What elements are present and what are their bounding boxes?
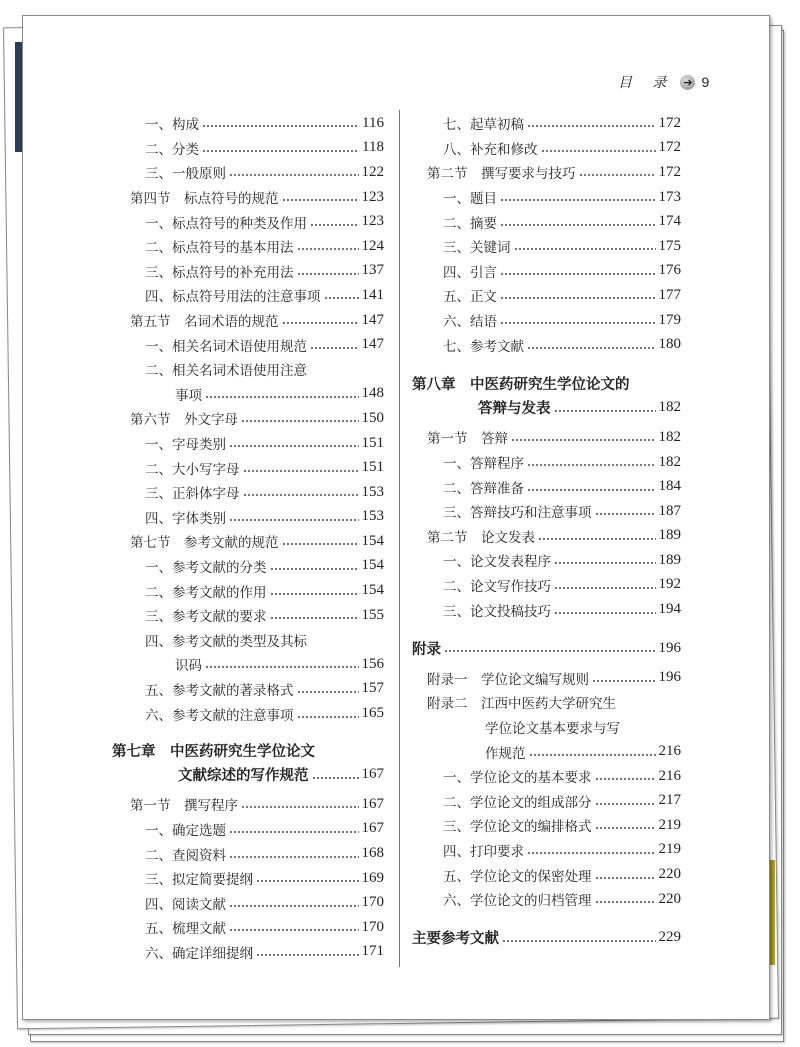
toc-entry-title: 第四节 标点符号的规范 xyxy=(130,191,279,208)
toc-entry-page: 122 xyxy=(361,163,384,180)
toc-entry-title: 四、引言 xyxy=(443,264,497,281)
toc-entry-page: 184 xyxy=(658,478,681,495)
toc-entry-page: 216 xyxy=(658,743,681,760)
leader-dots xyxy=(514,248,656,250)
leader-dots xyxy=(202,150,359,152)
leader-dots xyxy=(243,470,359,472)
toc-entry-title: 七、起草初稿 xyxy=(443,117,524,134)
leader-dots xyxy=(282,543,359,545)
toc-entry[interactable] xyxy=(412,234,681,259)
toc-entry-title: 六、学位论文的归档管理 xyxy=(443,893,592,910)
toc-entry[interactable] xyxy=(112,431,384,456)
leader-dots xyxy=(229,174,359,176)
toc-entry[interactable] xyxy=(412,111,681,136)
leader-dots xyxy=(554,587,656,589)
toc-entry-title: 附录 xyxy=(412,641,441,658)
toc-entry[interactable] xyxy=(112,866,384,891)
cover-edge-navy xyxy=(15,42,22,152)
toc-entry[interactable] xyxy=(412,636,681,661)
toc-entry[interactable] xyxy=(412,524,681,549)
toc-entry-title: 二、论文写作技巧 xyxy=(443,578,551,595)
toc-entry-page: 175 xyxy=(658,237,681,254)
toc-entry-page: 154 xyxy=(361,532,384,549)
toc-entry-title: 一、确定选题 xyxy=(145,822,226,839)
toc-entry-page: 147 xyxy=(361,311,384,328)
leader-dots xyxy=(256,880,359,882)
toc-entry[interactable] xyxy=(412,764,681,789)
toc-entry-title: 五、参考文献的著录格式 xyxy=(145,682,294,699)
leader-dots xyxy=(324,297,359,299)
toc-entry-page: 217 xyxy=(658,792,681,809)
toc-entry-page: 123 xyxy=(361,213,384,230)
leader-dots xyxy=(500,273,656,275)
toc-entry-page: 187 xyxy=(658,502,681,519)
leader-dots xyxy=(282,199,359,201)
running-header xyxy=(618,72,709,92)
toc-entry[interactable] xyxy=(112,940,384,965)
toc-entry[interactable] xyxy=(112,505,384,530)
toc-entry[interactable] xyxy=(112,332,384,357)
toc-entry-title: 第一节 撰写程序 xyxy=(130,798,238,815)
leader-dots xyxy=(241,806,359,808)
toc-entry-title: 一、字母类别 xyxy=(145,437,226,454)
toc-entry[interactable] xyxy=(412,332,681,357)
toc-entry[interactable] xyxy=(112,738,384,763)
toc-entry-title: 一、构成 xyxy=(145,117,199,134)
toc-entry-page: 174 xyxy=(658,213,681,230)
toc-entry[interactable] xyxy=(112,841,384,866)
leader-dots xyxy=(527,347,656,349)
toc-entry-title: 附录二 江西中医药大学研究生 xyxy=(427,696,616,713)
leader-dots xyxy=(592,680,656,682)
leader-dots xyxy=(554,562,656,564)
leader-dots xyxy=(527,464,656,466)
toc-entry-page: 155 xyxy=(361,606,384,623)
leader-dots xyxy=(205,396,359,398)
toc-entry[interactable] xyxy=(112,890,384,915)
leader-dots xyxy=(595,901,656,903)
toc-entry-title: 第六节 外文字母 xyxy=(130,412,238,429)
toc-entry-page: 189 xyxy=(658,527,681,544)
toc-entry[interactable] xyxy=(412,474,681,499)
toc-entry-title: 六、结语 xyxy=(443,314,497,331)
toc-entry-page: 220 xyxy=(658,866,681,883)
toc-entry[interactable] xyxy=(412,499,681,524)
leader-dots xyxy=(229,856,359,858)
toc-entry-title: 四、阅读文献 xyxy=(145,896,226,913)
toc-entry-title: 二、标点符号的基本用法 xyxy=(145,240,294,257)
toc-entry[interactable] xyxy=(112,627,384,652)
leader-dots xyxy=(270,617,359,619)
toc-entry[interactable] xyxy=(112,792,384,817)
header-title: 目 录 xyxy=(618,75,675,91)
toc-entry[interactable] xyxy=(112,455,384,480)
toc-entry[interactable] xyxy=(112,603,384,628)
leader-dots xyxy=(229,905,359,907)
toc-entry-title: 三、拟定简要提纲 xyxy=(145,872,253,889)
toc-entry-page: 179 xyxy=(658,311,681,328)
toc-entry[interactable] xyxy=(412,715,681,740)
toc-entry-page: 173 xyxy=(658,188,681,205)
toc-entry-page: 176 xyxy=(658,262,681,279)
toc-entry-title: 三、关键词 xyxy=(443,240,511,257)
toc-entry-title: 五、学位论文的保密处理 xyxy=(443,868,592,885)
toc-entry-page: 153 xyxy=(361,508,384,525)
leader-dots xyxy=(595,827,656,829)
toc-entry-title: 四、标点符号用法的注意事项 xyxy=(145,289,321,306)
toc-entry-title: 七、参考文献 xyxy=(443,338,524,355)
toc-entry[interactable] xyxy=(412,925,681,950)
leader-dots xyxy=(595,877,656,879)
toc-entry-title: 二、大小写字母 xyxy=(145,461,240,478)
toc-entry-title: 附录一 学位论文编写规则 xyxy=(427,671,589,688)
toc-entry[interactable] xyxy=(112,480,384,505)
toc-entry-title: 六、确定详细提纲 xyxy=(145,945,253,962)
toc-entry-title: 一、标点符号的种类及作用 xyxy=(145,215,307,232)
column-divider xyxy=(399,110,400,967)
toc-entry[interactable] xyxy=(412,450,681,475)
toc-entry-title: 一、学位论文的基本要求 xyxy=(443,770,592,787)
toc-entry-title: 一、论文发表程序 xyxy=(443,554,551,571)
toc-entry-page: 220 xyxy=(658,890,681,907)
toc-entry-page: 151 xyxy=(361,434,384,451)
toc-entry-page: 171 xyxy=(361,943,384,960)
leader-dots xyxy=(229,445,359,447)
toc-entry[interactable] xyxy=(112,209,384,234)
toc-entry[interactable] xyxy=(412,185,681,210)
toc-entry-title: 一、相关名词术语使用规范 xyxy=(145,338,307,355)
toc-entry[interactable] xyxy=(412,665,681,690)
toc-entry-page: 154 xyxy=(361,557,384,574)
leader-dots xyxy=(205,666,359,668)
leader-dots xyxy=(595,513,656,515)
toc-entry[interactable] xyxy=(112,701,384,726)
toc-entry-title: 二、参考文献的作用 xyxy=(145,584,267,601)
toc-entry[interactable] xyxy=(412,548,681,573)
toc-entry-page: 137 xyxy=(361,262,384,279)
toc-entry[interactable] xyxy=(112,185,384,210)
toc-entry-title: 第二节 论文发表 xyxy=(427,529,535,546)
toc-entry-title: 答辩与发表 xyxy=(478,401,551,418)
toc-entry[interactable] xyxy=(112,762,384,787)
toc-entry-page: 229 xyxy=(658,929,681,946)
toc-entry[interactable] xyxy=(412,573,681,598)
toc-entry-title: 五、梳理文献 xyxy=(145,921,226,938)
toc-entry-title: 识码 xyxy=(175,658,202,675)
toc-entry-title: 第一节 答辩 xyxy=(427,431,508,448)
toc-entry[interactable] xyxy=(412,739,681,764)
leader-dots xyxy=(554,612,656,614)
toc-entry[interactable] xyxy=(412,371,681,396)
toc-entry-page: 170 xyxy=(361,918,384,935)
leader-dots xyxy=(500,322,656,324)
toc-entry-title: 六、参考文献的注意事项 xyxy=(145,707,294,724)
toc-entry-title: 主要参考文献 xyxy=(412,931,499,948)
toc-entry-title: 第七节 参考文献的规范 xyxy=(130,535,279,552)
toc-entry-page: 196 xyxy=(658,669,681,686)
arrow-right-circle-icon: ➔ xyxy=(680,75,695,90)
leader-dots xyxy=(243,494,359,496)
toc-entry-title: 二、学位论文的组成部分 xyxy=(443,794,592,811)
toc-entry-title: 三、答辩技巧和注意事项 xyxy=(443,505,592,522)
leader-dots xyxy=(500,297,656,299)
toc-entry-page: 123 xyxy=(361,188,384,205)
leader-dots xyxy=(297,273,359,275)
toc-entry-title: 事项 xyxy=(175,387,202,404)
toc-entry-page: 219 xyxy=(658,841,681,858)
leader-dots xyxy=(527,852,656,854)
toc-entry[interactable] xyxy=(112,234,384,259)
toc-entry[interactable] xyxy=(412,283,681,308)
toc-entry-page: 219 xyxy=(658,816,681,833)
leader-dots xyxy=(310,224,359,226)
leader-dots xyxy=(595,803,656,805)
toc-entry-title: 五、正文 xyxy=(443,289,497,306)
leader-dots xyxy=(297,691,359,693)
toc-entry[interactable] xyxy=(112,357,384,382)
leader-dots xyxy=(511,439,656,441)
toc-entry-page: 141 xyxy=(361,286,384,303)
toc-entry-page: 167 xyxy=(361,795,384,812)
leader-dots xyxy=(538,538,656,540)
toc-entry-page: 194 xyxy=(658,601,681,618)
toc-entry[interactable] xyxy=(412,308,681,333)
toc-entry-title: 八、补充和修改 xyxy=(443,141,538,158)
toc-entry-page: 124 xyxy=(361,237,384,254)
toc-entry-page: 167 xyxy=(361,766,384,783)
toc-entry-page: 182 xyxy=(658,399,681,416)
toc-entry-title: 二、答辩准备 xyxy=(443,480,524,497)
leader-dots xyxy=(502,940,656,942)
toc-entry[interactable] xyxy=(412,838,681,863)
toc-entry-page: 216 xyxy=(658,767,681,784)
leader-dots xyxy=(310,347,359,349)
toc-entry-title: 第五节 名词术语的规范 xyxy=(130,314,279,331)
toc-entry-title: 三、一般原则 xyxy=(145,166,226,183)
toc-entry-page: 150 xyxy=(361,409,384,426)
leader-dots xyxy=(554,410,656,412)
toc-entry-title: 文献综述的写作规范 xyxy=(178,768,309,785)
page-number: 9 xyxy=(701,74,710,90)
leader-dots xyxy=(270,568,359,570)
toc-entry-title: 二、相关名词术语使用注意 xyxy=(145,363,307,380)
toc-entry[interactable] xyxy=(412,862,681,887)
toc-entry[interactable] xyxy=(112,578,384,603)
leader-dots xyxy=(297,248,359,250)
toc-entry-page: 156 xyxy=(361,655,384,672)
toc-entry-page: 196 xyxy=(658,639,681,656)
toc-entry[interactable] xyxy=(112,382,384,407)
toc-entry-page: 172 xyxy=(658,139,681,156)
toc-entry[interactable] xyxy=(112,554,384,579)
toc-entry-page: 151 xyxy=(361,459,384,476)
toc-entry[interactable] xyxy=(412,597,681,622)
toc-entry-page: 148 xyxy=(361,385,384,402)
toc-entry-title: 一、参考文献的分类 xyxy=(145,559,267,576)
toc-entry-page: 192 xyxy=(658,576,681,593)
toc-entry-title: 作规范 xyxy=(485,745,526,762)
toc-entry-title: 三、学位论文的编排格式 xyxy=(443,819,592,836)
leader-dots xyxy=(229,831,359,833)
toc-entry[interactable] xyxy=(112,283,384,308)
toc-entry[interactable] xyxy=(112,529,384,554)
leader-dots xyxy=(282,322,359,324)
leader-dots xyxy=(579,174,656,176)
toc-entry-title: 三、参考文献的要求 xyxy=(145,609,267,626)
leader-dots xyxy=(297,716,359,718)
leader-dots xyxy=(444,650,656,652)
toc-entry[interactable] xyxy=(112,817,384,842)
toc-entry-title: 第七章 中医药研究生学位论文 xyxy=(112,743,315,760)
toc-entry[interactable] xyxy=(112,136,384,161)
leader-dots xyxy=(256,954,359,956)
toc-entry[interactable] xyxy=(112,259,384,284)
toc-entry-title: 三、标点符号的补充用法 xyxy=(145,264,294,281)
toc-entry-page: 118 xyxy=(362,139,384,156)
leader-dots xyxy=(312,777,359,779)
toc-entry-page: 170 xyxy=(361,894,384,911)
leader-dots xyxy=(500,199,656,201)
toc-entry-title: 三、正斜体字母 xyxy=(145,486,240,503)
toc-entry[interactable] xyxy=(112,111,384,136)
toc-entry[interactable] xyxy=(112,160,384,185)
toc-entry-page: 147 xyxy=(361,336,384,353)
toc-entry[interactable] xyxy=(412,259,681,284)
toc-entry-title: 二、查阅资料 xyxy=(145,847,226,864)
toc-entry-title: 四、打印要求 xyxy=(443,843,524,860)
toc-entry-title: 学位论文基本要求与写 xyxy=(485,720,620,737)
toc-entry-page: 182 xyxy=(658,453,681,470)
toc-entry[interactable] xyxy=(112,652,384,677)
toc-entry-page: 168 xyxy=(361,845,384,862)
leader-dots xyxy=(241,420,359,422)
toc-entry-title: 二、分类 xyxy=(145,141,199,158)
toc-entry-page: 154 xyxy=(361,582,384,599)
toc-entry[interactable] xyxy=(112,915,384,940)
leader-dots xyxy=(595,778,656,780)
toc-entry-title: 二、摘要 xyxy=(443,215,497,232)
toc-entry-title: 一、答辩程序 xyxy=(443,456,524,473)
leader-dots xyxy=(541,150,656,152)
toc-entry[interactable] xyxy=(412,209,681,234)
toc-entry-title: 四、参考文献的类型及其标 xyxy=(145,633,307,650)
toc-entry[interactable] xyxy=(412,396,681,421)
toc-entry[interactable] xyxy=(412,690,681,715)
leader-dots xyxy=(202,125,359,127)
toc-entry-page: 172 xyxy=(658,114,681,131)
toc-entry-title: 一、题目 xyxy=(443,191,497,208)
toc-entry-title: 三、论文投稿技巧 xyxy=(443,603,551,620)
toc-entry-page: 153 xyxy=(361,483,384,500)
toc-entry-page: 167 xyxy=(361,820,384,837)
toc-entry[interactable] xyxy=(412,788,681,813)
toc-right-column xyxy=(412,111,681,950)
leader-dots xyxy=(229,519,359,521)
toc-entry-page: 157 xyxy=(361,680,384,697)
toc-entry-page: 116 xyxy=(362,114,384,131)
toc-entry[interactable] xyxy=(412,425,681,450)
leader-dots xyxy=(270,593,359,595)
toc-entry-page: 177 xyxy=(658,286,681,303)
toc-entry-page: 180 xyxy=(658,336,681,353)
toc-entry[interactable] xyxy=(412,813,681,838)
leader-dots xyxy=(527,489,656,491)
toc-entry-title: 第二节 撰写要求与技巧 xyxy=(427,166,576,183)
toc-entry[interactable] xyxy=(112,406,384,431)
toc-left-column xyxy=(112,111,384,964)
toc-entry[interactable] xyxy=(412,136,681,161)
toc-entry[interactable] xyxy=(412,887,681,912)
leader-dots xyxy=(529,754,656,756)
toc-entry-page: 182 xyxy=(658,428,681,445)
toc-entry[interactable] xyxy=(112,677,384,702)
toc-entry-title: 第八章 中医药研究生学位论文的 xyxy=(412,376,630,393)
leader-dots xyxy=(527,125,656,127)
toc-entry-page: 165 xyxy=(361,705,384,722)
leader-dots xyxy=(229,929,359,931)
toc-entry-page: 189 xyxy=(658,551,681,568)
toc-entry[interactable] xyxy=(412,160,681,185)
leader-dots xyxy=(500,224,656,226)
toc-entry-page: 169 xyxy=(361,869,384,886)
toc-entry-title: 四、字体类别 xyxy=(145,510,226,527)
toc-entry[interactable] xyxy=(112,308,384,333)
toc-entry-page: 172 xyxy=(658,163,681,180)
